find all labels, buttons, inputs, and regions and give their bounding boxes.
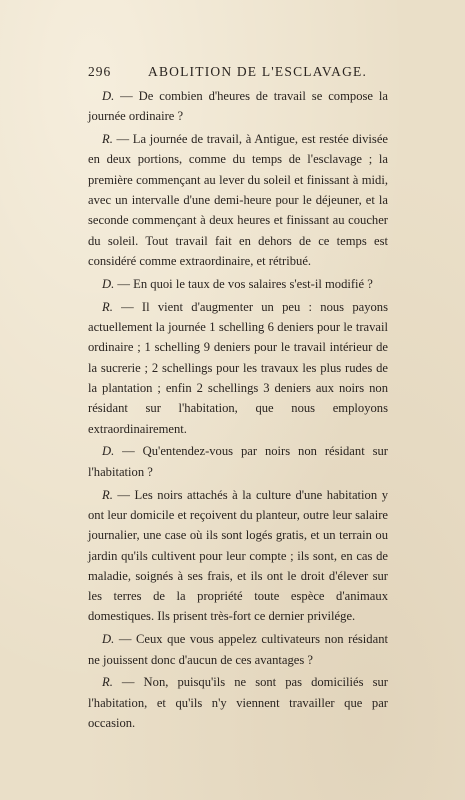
speaker-label: R. [102, 487, 113, 502]
speaker-label: D. [102, 444, 115, 459]
speaker-label: R. [102, 299, 113, 314]
paragraph-question [88, 441, 388, 482]
body-text [88, 86, 388, 736]
paragraph-answer [88, 129, 388, 271]
paragraph-text: — Il vient d'augmenter un peu : nous payons actuellement la journée 1 schelling 6 deniers pour le travail ordinaire ; 1 schelling 9 deniers pour le travail intérieur de la sucrerie ; 2 schellings pour les travaux les plus rudes de la plantation ; enfin 2 schellings 3 deniers aux noirs non résidant sur l'habitation, que nous employons extraordinairement. [88, 299, 388, 436]
page-header [88, 64, 380, 82]
paragraph-text: — Non, puisqu'ils ne sont pas domiciliés sur l'habitation, et qu'ils n'y viennent travailler que par occasion. [88, 675, 388, 731]
speaker-label: D. [102, 632, 115, 647]
paragraph-question [88, 86, 388, 127]
paragraph-answer [88, 297, 388, 439]
paragraph-text: — La journée de travail, à Antigue, est restée divisée en deux portions, comme du temps de l'esclavage ; la première commençant au lever du soleil et finissant à midi, avec un intervalle d'une demi-heure pour le déjeuner, et la seconde commençant à deux heures et finissant au coucher du soleil. Tout travail fait en dehors de ce temps est considéré comme extraordinaire, et rétribué. [88, 132, 388, 268]
speaker-label: D. [102, 89, 115, 103]
paragraph-question [88, 629, 388, 670]
page-number: 296 [88, 64, 112, 79]
paragraph-text: — En quoi le taux de vos salaires s'est-il modifié ? [114, 276, 373, 291]
paragraph-question [88, 274, 388, 294]
speaker-label: R. [102, 132, 113, 147]
paragraph-answer [88, 672, 388, 733]
paragraph-text: — De combien d'heures de travail se compose la journée ordinaire ? [88, 89, 388, 124]
speaker-label: R. [102, 675, 113, 690]
paragraph-text: — Les noirs attachés à la culture d'une habitation y ont leur domicile et reçoivent du planteur, outre leur salaire journalier, une case où ils sont logés gratis, et un terrain ou jardin qu'ils cultivent pour leur compte ; ils sont, en cas de maladie, soignés à ses frais, et ils ont le droit d'élever sur les terres de la propriété toute espèce d'animaux domestiques. Ils prisent très-fort ce dernier privilége. [88, 487, 388, 624]
speaker-label: D. [102, 276, 115, 291]
running-title: ABOLITION DE L'ESCLAVAGE. [148, 64, 368, 79]
paragraph-answer [88, 485, 388, 627]
paragraph-text: — Qu'entendez-vous par noirs non résidant sur l'habitation ? [88, 444, 388, 479]
paragraph-text: — Ceux que vous appelez cultivateurs non résidant ne jouissent donc d'aucun de ces avantages ? [88, 632, 388, 667]
